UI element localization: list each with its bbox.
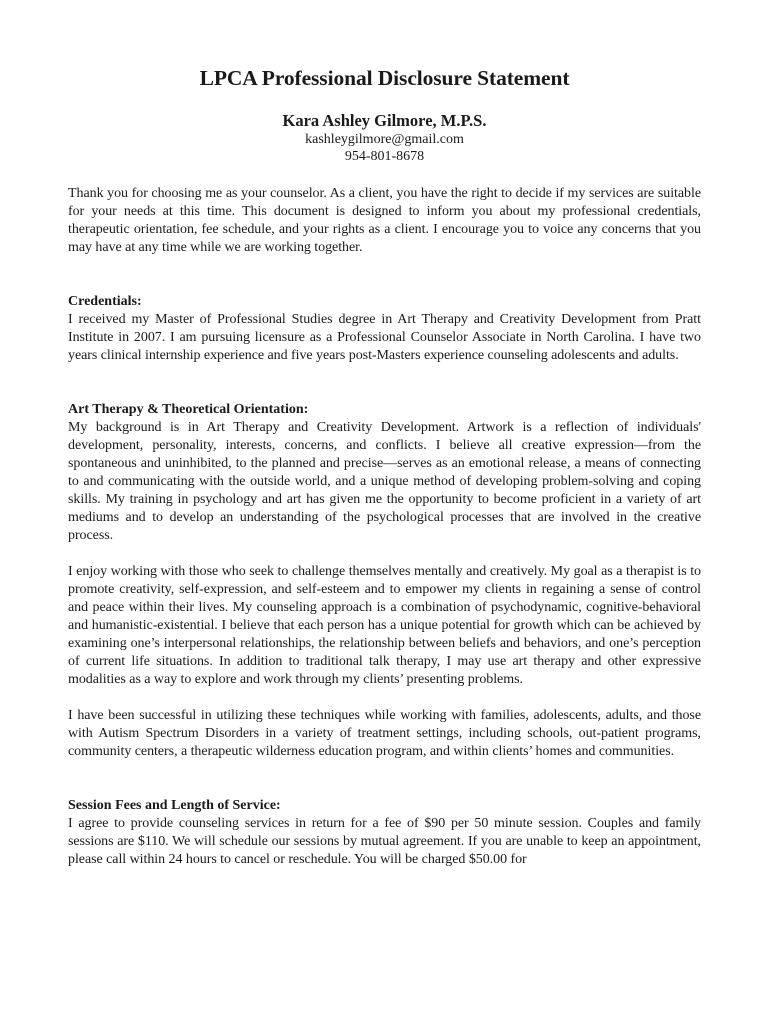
section-heading: Session Fees and Length of Service: — [68, 798, 281, 813]
section-paragraph: I enjoy working with those who seek to challenge themselves mentally and creatively. My goal as a therapist is to promote creativity, self-expression, and self-esteem and to empower my clients in regaining a sense of control and peace within their lives. My counseling approach is a combination of psychodynamic, cognitive-behavioral and humanistic-existential. I believe that each person has a unique potential for growth which can be achieved by examining one’s interpersonal relationships, the relationship between beliefs and behaviors, and one’s perception of current life situations. In addition to traditional talk therapy, I may use art therapy and other expressive modalities as a way to explore and work through my clients’ presenting problems. — [68, 564, 701, 687]
author-name: Kara Ashley Gilmore, M.P.S. — [282, 111, 487, 130]
intro-paragraph: Thank you for choosing me as your counselor. As a client, you have the right to decide if my services are suitable for your needs at this time. This document is designed to inform you about my professional credentials, therapeutic orientation, fee schedule, and your rights as a client. I encourage you to voice any concerns that you may have at any time while we are working together. — [68, 186, 701, 255]
author-phone: 954-801-8678 — [344, 149, 425, 164]
section-paragraph: I received my Master of Professional Studies degree in Art Therapy and Creativity Development from Pratt Institute in 2007. I am pursuing licensure as a Professional Counselor Associate in North Carolina. I have two years clinical internship experience and five years post-Masters experience counseling adolescents and adults. — [68, 312, 701, 363]
section-heading: Art Therapy & Theoretical Orientation: — [68, 402, 309, 417]
section-paragraph: I have been successful in utilizing these techniques while working with families, adolescents, adults, and those with Autism Spectrum Disorders in a variety of treatment settings, including schools, out-patient programs, community centers, a therapeutic wilderness education program, and within clients’ homes and communities. — [68, 708, 701, 759]
document-page — [68, 64, 701, 869]
section-session-fees — [68, 797, 701, 869]
section-paragraph: My background is in Art Therapy and Creativity Development. Artwork is a reflection of individuals' development, personality, interests, concerns, and conflicts. I believe all creative expression—from the spontaneous and uninhibited, to the planned and precise—serves as an emotional release, a means of connecting to and communicating with the outside world, and a unique method of developing problem-solving and coping skills. My training in psychology and art has given me the opportunity to become proficient in a variety of art mediums and to develop an understanding of the psychological processes that are involved in the creative process. — [68, 420, 701, 543]
section-credentials — [68, 293, 701, 365]
document-title: LPCA Professional Disclosure Statement — [199, 66, 570, 90]
section-art-therapy — [68, 401, 701, 761]
author-email: kashleygilmore@gmail.com — [305, 132, 464, 147]
section-paragraph: I agree to provide counseling services in return for a fee of $90 per 50 minute session. Couples and family sessions are $110. We will schedule our sessions by mutual agreement. If you are unable to keep an appointment, please call within 24 hours to cancel or reschedule. You will be charged $50.00 for — [68, 816, 701, 867]
section-heading: Credentials: — [68, 294, 142, 309]
